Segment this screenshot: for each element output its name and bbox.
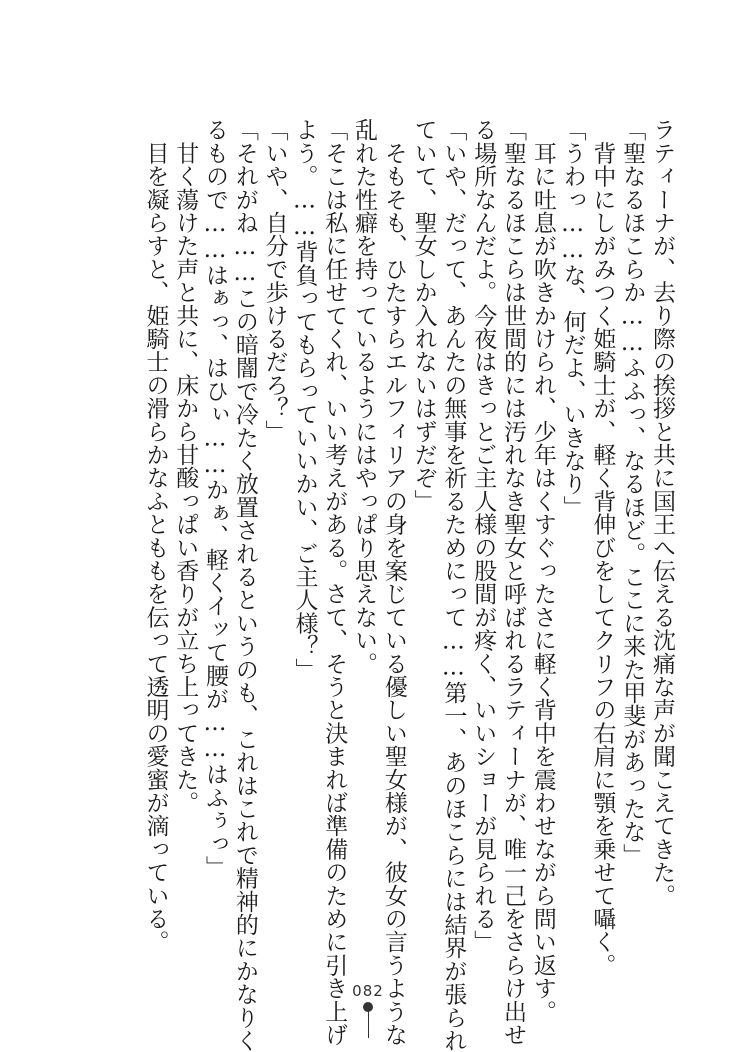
- text-line: 乱れた性癖を持っているようにはやっぱり思えない。: [351, 118, 378, 675]
- text-line: 目を凝らすと、姫騎士の滑らかなふとももを伝って透明の愛蜜が滴っている。: [142, 118, 169, 954]
- text-line: 「聖なるほこらか……ふふっ、なるほど。ここに来た甲斐があったな」: [619, 118, 646, 867]
- text-line: 「うわっ……な、何だよ、いきなり」: [559, 118, 586, 519]
- text-line: 背中にしがみつく姫騎士が、軽く背伸びをしてクリフの右肩に顎を乗せて囁く。: [589, 118, 616, 977]
- text-line: 「それがね……この暗闇で冷たく放置されるというのも、これはこれで精神的にかなりく: [231, 118, 258, 1052]
- text-line: そもそも、ひたすらエルフィリアの身を案じている優しい聖女様が、彼女の言うような: [380, 118, 407, 1047]
- text-line: 「いや、だって、あんたの無事を祈るためにって……第一、あのほこらには結界が張られ: [440, 118, 467, 1052]
- text-line: る場所なんだよ。今夜はきっとご主人様の股間が疼く、いいショーが見られる」: [470, 118, 497, 954]
- text-line: ラティーナが、去り際の挨拶と共に国王へ伝える沈痛な声が聞こえてきた。: [649, 118, 675, 907]
- text-line: るもので……はぁっ、はひぃ……かぁ、軽くイッて腰が……はふぅっ」: [202, 118, 229, 879]
- page-marker-pin-icon: [362, 1002, 374, 1038]
- text-line: よう。……背負ってもらっていいかい、ご主人様？」: [291, 118, 318, 681]
- page-number: 082: [352, 982, 384, 1000]
- text-line: 「いや、自分で歩けるだろ？」: [261, 118, 288, 443]
- text-line: 「聖なるほこらは世間的には汚れなき聖女と呼ばれるラティーナが、唯一己をさらけ出せ: [500, 118, 527, 1046]
- text-line: ていて、聖女しか入れないはずだぞ」: [410, 118, 437, 513]
- page-marker-stem: [368, 1011, 369, 1038]
- text-line: 「そこは私に任せてくれ、いい考えがある。さて、そうと決まれば準備のために引き上げ: [321, 118, 348, 1046]
- text-line: 甘く蕩けた声と共に、床から甘酸っぱい香りが立ち上ってきた。: [172, 118, 199, 814]
- text-line: 耳に吐息が吹きかけられ、少年はくすぐったさに軽く背中を震わせながら問い返す。: [529, 118, 556, 1023]
